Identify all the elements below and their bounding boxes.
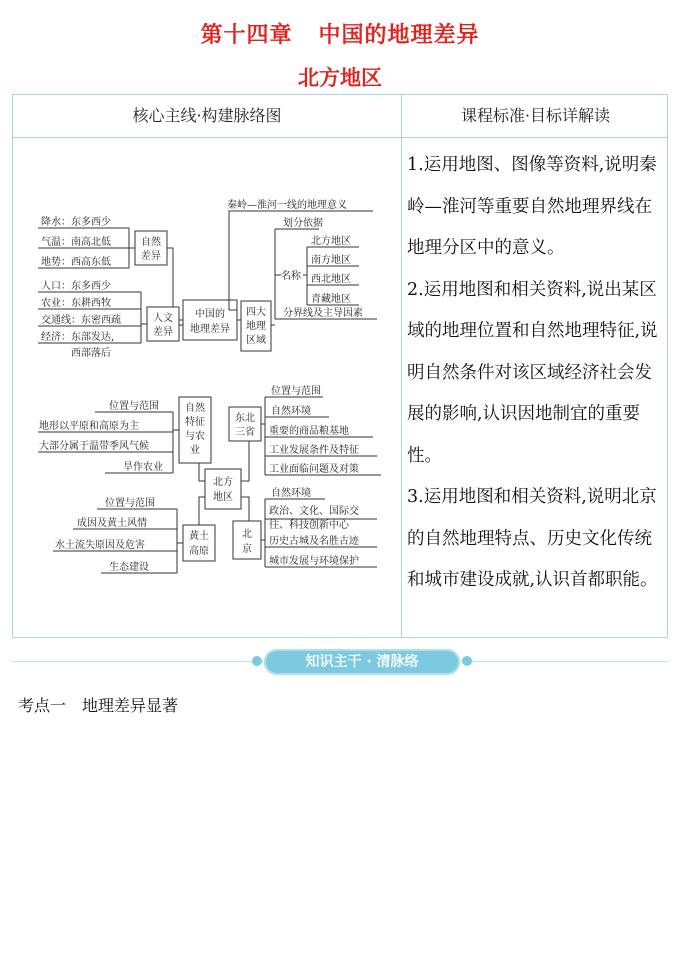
mm1-region-name: 西北地区	[311, 274, 351, 285]
mm1-qinling-huaihe: 秦岭—淮河一线的地理意义	[227, 200, 347, 211]
mm1-name: 名称	[281, 271, 301, 282]
mm1-boundary: 分界线及主导因素	[283, 308, 363, 319]
mm1-human-item: 经济：东部发达,	[41, 332, 115, 343]
mm2-beijing-line: 京	[242, 544, 252, 555]
mm2-nature-item: 地形以平原和高原为主	[39, 421, 139, 432]
mm1-region-name: 南方地区	[311, 255, 351, 266]
mm1-natural-item: 气温：南高北低	[41, 237, 111, 248]
mm1-region-name: 青藏地区	[311, 294, 351, 305]
exam-point-heading: 考点一 地理差异显著	[18, 696, 179, 715]
mm2-loess-item: 位置与范围	[105, 498, 155, 509]
mm2-nature-line: 与农	[185, 431, 205, 442]
mm2-nature-line: 特征	[185, 417, 205, 428]
mm2-loess-line: 黄土	[189, 531, 209, 542]
mm2-loess-item: 成因及黄土风情	[77, 518, 147, 529]
mm2-northeast-item: 工业发展条件及特征	[269, 445, 359, 456]
mm2-loess-item: 生态建设	[109, 562, 149, 573]
mm1-region-name: 北方地区	[311, 236, 351, 247]
mm1-human-item: 人口：东多西少	[41, 281, 111, 292]
mm2-nature-line: 自然	[185, 403, 205, 414]
mm1-human-line1: 人文	[153, 313, 173, 324]
mm2-nature-item: 大部分属于温带季风气候	[39, 441, 149, 452]
mm1-center-line1: 中国的	[195, 309, 225, 320]
banner-label: 知识主干 · 清脉络	[264, 649, 460, 675]
mm2-northeast-item: 重要的商品粮基地	[269, 426, 349, 437]
mm1-center-line2: 地理差异	[190, 324, 230, 335]
left-column-header: 核心主线·构建脉络图	[132, 106, 282, 125]
mm1-regions-line3: 区域	[246, 335, 266, 346]
mm1-regions-line1: 四大	[246, 307, 266, 318]
mm2-center-box	[205, 469, 241, 509]
mm2-beijing-item: 往、科技创新中心	[269, 520, 349, 531]
curriculum-standards	[407, 145, 665, 602]
table-divider-vertical	[401, 95, 402, 637]
standard-item: 3.运用地图和相关资料,说明北京的自然地理特点、历史文化传统和城市建设成就,认识首都职能。	[407, 487, 658, 590]
mm1-human-line2: 差异	[153, 327, 173, 338]
mm1-natural-item: 降水：东多西少	[41, 217, 111, 228]
banner-dot-left	[252, 656, 262, 666]
mm2-nature-item: 位置与范围	[109, 401, 159, 412]
mm2-center-line1: 北方	[213, 477, 233, 488]
mm1-natural-line1: 自然	[141, 237, 161, 248]
standard-item: 2.运用地图和相关资料,说出某区域的地理位置和自然地理特征,说明自然条件对该区域经济社会发展的影响,认识因地制宜的重要性。	[407, 279, 658, 466]
standard-item: 1.运用地图、图像等资料,说明秦岭—淮河等重要自然地理界线在地理分区中的意义。	[407, 155, 657, 258]
mm2-beijing-item: 城市发展与环境保护	[269, 556, 359, 567]
mm1-human-item: 西部落后	[71, 348, 111, 359]
mm1-human-item: 交通线：东密西疏	[41, 315, 121, 326]
banner-dot-right	[462, 656, 472, 666]
mm2-center-line2: 地区	[213, 492, 233, 503]
mm2-beijing-item: 历史古城及名胜古迹	[269, 536, 359, 547]
mm2-northeast-item: 位置与范围	[271, 386, 321, 397]
mm1-regions-line2: 地理	[246, 321, 266, 332]
chapter-number: 第十四章	[200, 23, 293, 48]
mm2-beijing-item: 自然环境	[271, 488, 311, 499]
mm2-northeast-line: 三省	[235, 427, 255, 438]
mm2-beijing-item: 政治、文化、国际交	[269, 506, 359, 517]
mm2-beijing-line: 北	[242, 529, 252, 540]
mm1-natural-item: 地势：西高东低	[41, 257, 111, 268]
mm1-human-item: 农业：东耕西牧	[41, 298, 111, 309]
mm2-northeast-item: 工业面临问题及对策	[269, 464, 359, 475]
right-column-header: 课程标准·目标详解读	[460, 106, 611, 125]
chapter-name: 中国的地理差异	[318, 23, 480, 48]
mind-map	[13, 95, 401, 639]
mm2-nature-line: 业	[190, 445, 200, 456]
outline-table	[12, 94, 668, 638]
knowledge-banner	[0, 648, 680, 676]
mm2-northeast-line: 东北	[235, 413, 255, 424]
mm2-nature-item: 旱作农业	[123, 462, 163, 473]
mm1-natural-line2: 差异	[141, 251, 161, 262]
mm1-basis: 划分依据	[283, 218, 323, 229]
mm2-loess-line: 高原	[189, 546, 209, 557]
section-title: 北方地区	[298, 66, 382, 90]
chapter-title	[0, 18, 680, 49]
mm2-northeast-item: 自然环境	[271, 406, 311, 417]
mm2-loess-item: 水土流失原因及危害	[55, 540, 145, 551]
